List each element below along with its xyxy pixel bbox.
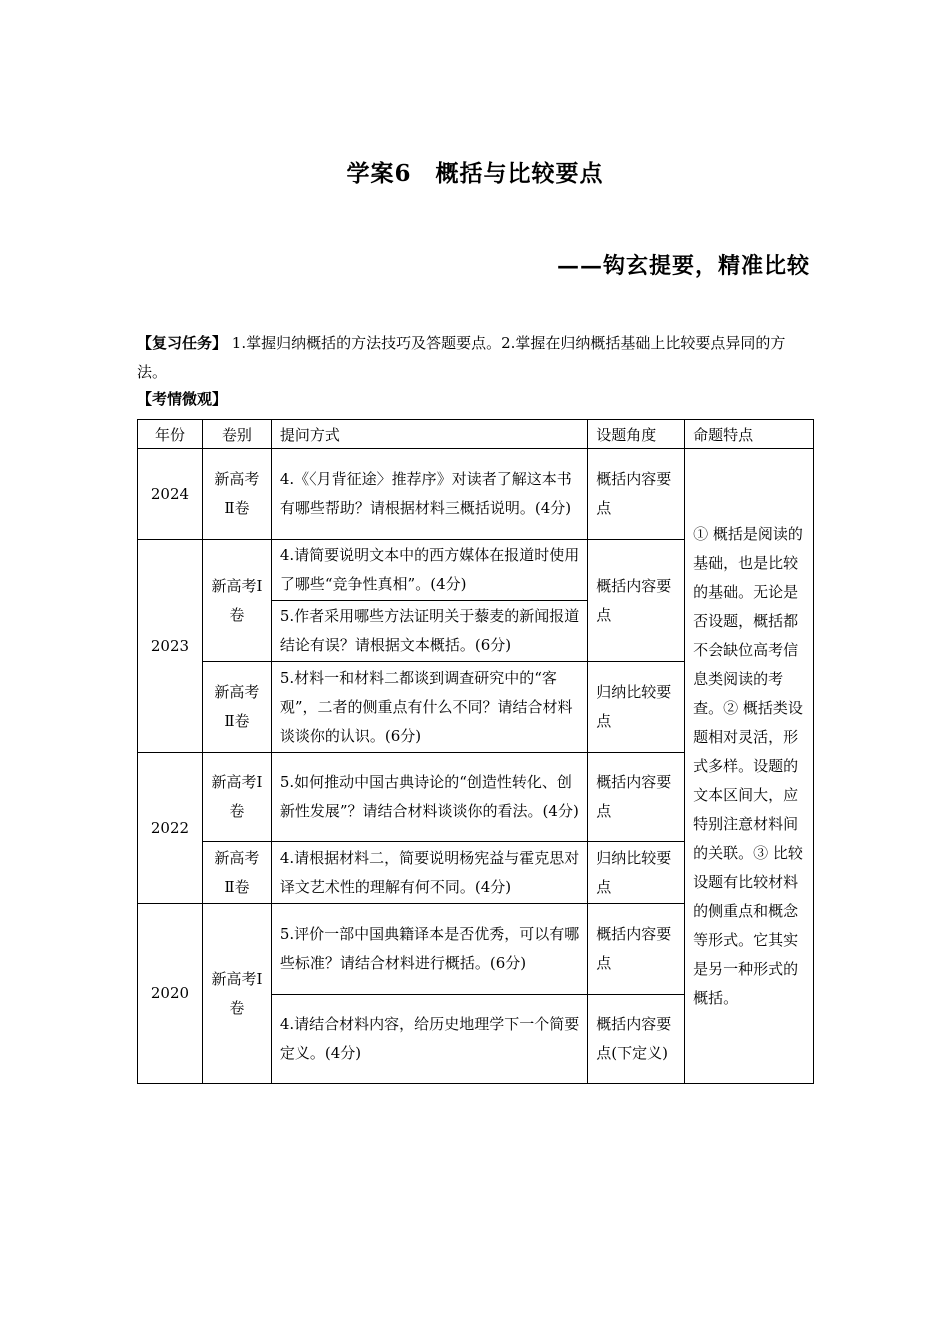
angle-cell: 概括内容要点 [588, 753, 685, 842]
year-cell: 2022 [138, 753, 203, 904]
angle-cell: 归纳比较要点 [588, 662, 685, 753]
feature-cell: ① 概括是阅读的基础，也是比较的基础。无论是否设题，概括都不会缺位高考信息类阅读的考查。② 概括类设题相对灵活，形式多样。设题的文本区间大，应特别注意材料间的关联。③ 比较设题有比较材料的侧重点和概念等形式。它其实是另一种形式的概括。 [685, 449, 814, 1084]
header-paper: 卷别 [202, 420, 271, 449]
angle-cell: 概括内容要点(下定义) [588, 995, 685, 1084]
question-cell: 4.请根据材料二，简要说明杨宪益与霍克思对译文艺术性的理解有何不同。(4分) [271, 842, 587, 904]
year-cell: 2024 [138, 449, 203, 540]
paper-cell: 新高考Ⅰ卷 [202, 540, 271, 662]
review-task-text: 1.掌握归纳概括的方法技巧及答题要点。2.掌握在归纳概括基础上比较要点异同的方法。 [137, 334, 786, 381]
question-cell: 4.请结合材料内容，给历史地理学下一个简要定义。(4分) [271, 995, 587, 1084]
exam-section-label: 【考情微观】 [137, 390, 228, 408]
angle-cell: 概括内容要点 [588, 904, 685, 995]
review-task-label: 【复习任务】 [137, 334, 228, 352]
header-feature: 命题特点 [685, 420, 814, 449]
page-title: 学案6 概括与比较要点 [346, 160, 604, 187]
paper-cell: 新高考Ⅰ卷 [202, 753, 271, 842]
header-question: 提问方式 [271, 420, 587, 449]
question-cell: 5.评价一部中国典籍译本是否优秀，可以有哪些标准？请结合材料进行概括。(6分) [271, 904, 587, 995]
header-year: 年份 [138, 420, 203, 449]
paper-cell: 新高考Ⅱ卷 [202, 662, 271, 753]
question-cell: 4.请简要说明文本中的西方媒体在报道时使用了哪些“竞争性真相”。(4分) [271, 540, 587, 601]
table-row [138, 449, 814, 540]
question-cell: 5.如何推动中国古典诗论的“创造性转化、创新性发展”？请结合材料谈谈你的看法。(4分) [271, 753, 587, 842]
paper-cell: 新高考Ⅰ卷 [202, 904, 271, 1084]
exam-table [137, 419, 814, 1084]
year-cell: 2020 [138, 904, 203, 1084]
question-cell: 4.《〈月背征途〉推荐序》对读者了解这本书有哪些帮助？请根据材料三概括说明。(4分) [271, 449, 587, 540]
paper-cell: 新高考Ⅱ卷 [202, 842, 271, 904]
page-subtitle: ——钩玄提要，精准比较 [556, 253, 810, 279]
angle-cell: 概括内容要点 [588, 540, 685, 662]
question-cell: 5.材料一和材料二都谈到调查研究中的“客观”，二者的侧重点有什么不同？请结合材料谈谈你的认识。(6分) [271, 662, 587, 753]
question-cell: 5.作者采用哪些方法证明关于藜麦的新闻报道结论有误？请根据文本概括。(6分) [271, 601, 587, 662]
table-header-row [138, 420, 814, 449]
review-task [137, 329, 813, 387]
angle-cell: 归纳比较要点 [588, 842, 685, 904]
paper-cell: 新高考Ⅱ卷 [202, 449, 271, 540]
header-angle: 设题角度 [588, 420, 685, 449]
year-cell: 2023 [138, 540, 203, 753]
angle-cell: 概括内容要点 [588, 449, 685, 540]
